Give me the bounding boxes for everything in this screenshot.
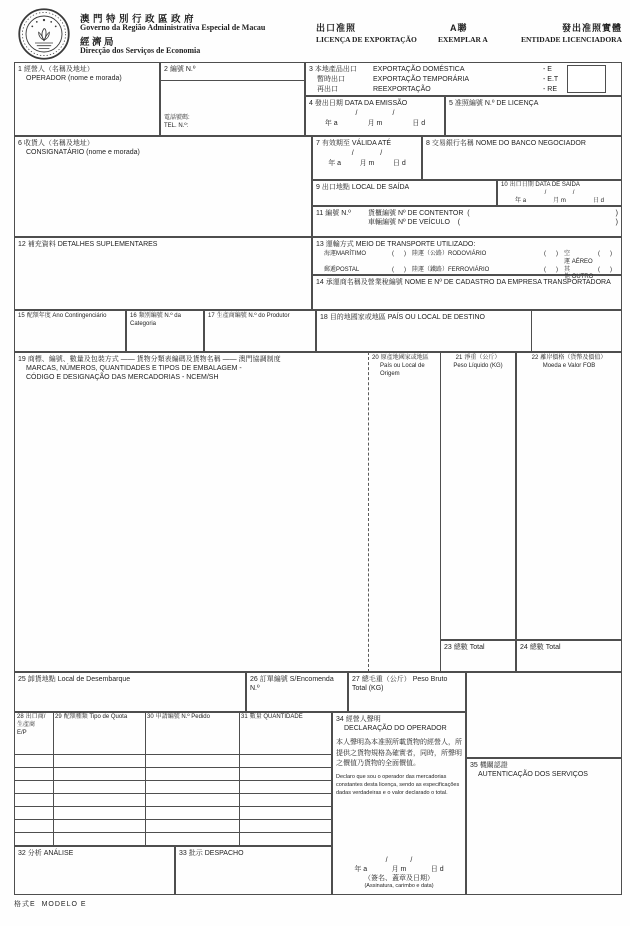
- field-29-number: 29: [55, 714, 62, 720]
- option-parens: ( ): [544, 266, 558, 273]
- field-25-label-pt: Local de Desembarque: [57, 676, 131, 683]
- field-11-label-pt: N.º: [341, 210, 351, 217]
- field-25-number: 25: [18, 676, 26, 683]
- date-month-label: 月 m: [391, 865, 407, 873]
- signature-label-cn: （簽名、蓋章及日期）: [364, 874, 434, 882]
- field-31-quantity: [239, 713, 331, 754]
- field-21-label-cn: 淨重（公斤）: [464, 355, 501, 361]
- field-3-row2-cn: 暫時出口: [317, 76, 345, 84]
- field-30-label-pt: N.º Pedido: [181, 714, 210, 720]
- field-16-number: 16: [130, 313, 137, 319]
- field-3-export-type: [305, 62, 622, 96]
- field-7-label-pt: VÁLIDA ATÉ: [351, 140, 392, 147]
- date-year-label: 年 a: [328, 160, 342, 168]
- field-6-consignee: [14, 136, 312, 237]
- field-1-label-cn: 經營人（名稱及地址）: [23, 66, 94, 73]
- field-10-label-cn: 出口日期: [509, 182, 534, 188]
- field-14-label-pt: NOME E Nº DE CADASTRO DA EMPRESA TRANSPORTADORA: [404, 279, 611, 286]
- transport-air-cn: 空運: [564, 251, 571, 265]
- field-16-label-pt: N.º da Categoria: [130, 313, 181, 327]
- form-model-cn: 格式E: [14, 901, 36, 908]
- field-28-label-cn: 出口商/生產商: [17, 714, 46, 728]
- copy-label-pt: EXEMPLAR A: [438, 35, 488, 44]
- field-28-label-pt: E/P: [17, 729, 27, 736]
- field-30-application-number: [145, 713, 239, 754]
- field-14-carrier: [312, 275, 622, 310]
- field-1-operator: [14, 62, 160, 136]
- field-3-row3-code: - RE: [543, 86, 557, 94]
- field-8-negotiating-bank: [422, 136, 622, 180]
- field-17-number: 17: [208, 313, 215, 319]
- field-4-number: 4: [309, 100, 313, 107]
- quota-table-row: [15, 807, 331, 820]
- signature-block: [337, 856, 461, 890]
- field-35-number: 35: [470, 762, 478, 769]
- field-31-label-pt: QUANTIDADE: [263, 714, 303, 720]
- date-slash: /: [392, 110, 395, 118]
- field-3-row2-code: - E.T: [543, 76, 559, 84]
- date-day-label: 日 d: [392, 160, 406, 168]
- field-35-label-cn: 機關認證: [479, 762, 508, 769]
- field-5-label-pt: N.º DE LICENÇA: [484, 100, 539, 107]
- field-6-number: 6: [18, 140, 22, 147]
- option-parens: ( ): [392, 266, 406, 273]
- field-29-label-cn: 配額種類: [63, 714, 88, 720]
- container-number-label-cn: 貨櫃編號: [368, 210, 396, 217]
- date-slash: /: [351, 150, 354, 158]
- field-12-number: 12: [18, 241, 26, 248]
- field-20-origin: [368, 352, 440, 672]
- field-8-label-cn: 交易銀行名稱: [431, 140, 474, 147]
- option-parens: ( ): [392, 251, 406, 258]
- open-paren: (: [467, 210, 470, 217]
- field-32-label-pt: ANÁLISE: [43, 850, 74, 857]
- field-27-label-pt: Peso Bruto Total (KG): [352, 676, 448, 693]
- date-slash: /: [572, 189, 575, 196]
- field-3-row3-cn: 再出口: [317, 86, 338, 94]
- field-9-number: 9: [316, 184, 320, 191]
- form-model-label: [14, 899, 87, 909]
- field-18-destination: [316, 310, 622, 352]
- field-17-producer-number: [204, 310, 316, 352]
- department-title-cn: 經濟局: [80, 37, 117, 48]
- field-20-label-pt: País ou Local de Origem: [380, 362, 425, 377]
- field-2-label-pt: N.º: [185, 66, 196, 73]
- field-29-quota-type: [53, 713, 145, 754]
- date-month-label: 月 m: [553, 197, 566, 204]
- field-14-number: 14: [316, 279, 324, 286]
- field-6-label-cn: 收貨人（名稱及地址）: [23, 140, 94, 147]
- field-17-label-cn: 生產商編號: [216, 313, 247, 319]
- telephone-label-pt: TEL. N.º:: [164, 123, 189, 130]
- government-title-pt: Governo da Região Administrativa Especial de Macau: [80, 23, 266, 32]
- field-28-number: 28: [17, 714, 24, 720]
- field-14-label-cn: 承運商名稱及營業稅編號: [325, 279, 403, 286]
- date-year-label: 年 a: [324, 120, 338, 128]
- field-33-label-pt: DESPACHO: [204, 850, 244, 857]
- field-34-label-cn: 經營人聲明: [345, 716, 381, 723]
- field-33-label-cn: 批示: [188, 850, 203, 857]
- field-22-label-cn: 離岸價格（貨幣及價值）: [540, 355, 607, 361]
- field-15-quota-year: [14, 310, 126, 352]
- transport-postal-pt: POSTAL: [336, 266, 360, 273]
- field-20-number: 20: [372, 355, 379, 361]
- field-34-operator-declaration: [332, 712, 466, 895]
- option-parens: ( ): [598, 266, 612, 273]
- field-17-label-pt: N.º do Produtor: [248, 313, 290, 319]
- field-7-number: 7: [316, 140, 320, 147]
- field-31-number: 31: [241, 714, 248, 720]
- date-day-label: 日 d: [592, 197, 604, 204]
- field-9-exit-point: [312, 180, 497, 206]
- field-10-number: 10: [501, 182, 508, 188]
- form-model-pt: MODELO E: [41, 901, 87, 908]
- field-11-number: 11: [316, 210, 324, 217]
- field-26-label-pt: S/Encomenda N.º: [250, 676, 334, 693]
- field-19-label-pt1: MARCAS, NÚMEROS, QUANTIDADES E TIPOS DE EMBALAGEM -: [26, 365, 242, 373]
- field-3-row1-cn: 本地產品出口: [314, 66, 357, 73]
- declaration-text-cn: 本人聲明為本准照所載貨物的經營人，所提供之貨物規格為確實者，同時，所聲明之價值乃貨物的全面價值。: [336, 739, 462, 768]
- field-33-number: 33: [179, 850, 187, 857]
- close-paren: ): [615, 219, 618, 227]
- field-27-gross-weight: [348, 672, 466, 712]
- field-18-label-cn: 目的地國家或地區: [329, 314, 386, 321]
- field-32-label-cn: 分析: [27, 850, 42, 857]
- copy-label-cn: A聯: [450, 23, 468, 33]
- field-11-container-vehicle: [312, 206, 622, 237]
- field-8-label-pt: NOME DO BANCO NEGOCIADOR: [475, 140, 586, 147]
- field-7-label-cn: 有效期至: [321, 140, 350, 147]
- field-3-row2-pt: EXPORTAÇÃO TEMPORÁRIA: [373, 76, 470, 84]
- vehicle-number-label-cn: 車輛編號: [368, 219, 396, 227]
- field-1-number: 1: [18, 66, 22, 73]
- reserved-empty-box: [466, 672, 622, 758]
- signature-label-pt: (Assinatura, carimbo e data): [364, 882, 434, 889]
- field-27-label-cn: 總毛重（公斤）: [361, 676, 411, 683]
- quota-table-column-line: [239, 713, 240, 845]
- field-15-number: 15: [18, 313, 25, 319]
- field-13-label-pt: MEIO DE TRANSPORTE UTILIZADO:: [355, 241, 476, 248]
- field-18-number: 18: [320, 314, 328, 321]
- field-28-exporter-producer: [15, 713, 53, 754]
- government-title-cn: 澳門特別行政區政府: [80, 14, 198, 25]
- field-19-number: 19: [18, 356, 26, 363]
- department-title-pt: Direcção dos Serviços de Economia: [80, 46, 201, 55]
- field-15-label-cn: 配額年度: [26, 313, 51, 319]
- field-16-label-cn: 類別編號: [138, 313, 163, 319]
- option-parens: ( ): [598, 251, 612, 258]
- transport-maritime-cn: 海運: [324, 251, 337, 258]
- field-24-label-pt: Total: [545, 644, 561, 651]
- field-19-label-pt2: CÓDIGO E DESIGNAÇÃO DAS MERCADORIAS - NCEM/SH: [26, 374, 219, 382]
- field-21-label-pt: Peso Líquido (KG): [453, 362, 503, 369]
- date-slash: /: [410, 856, 413, 864]
- quota-table-column-line: [53, 713, 54, 845]
- field-32-analysis: [14, 846, 175, 895]
- field-30-number: 30: [147, 714, 154, 720]
- quota-table-row: [15, 794, 331, 807]
- field-35-label-pt: AUTENTICAÇÃO DOS SERVIÇOS: [478, 771, 588, 779]
- field-23-label-pt: Total: [469, 644, 485, 651]
- entity-label-pt: ENTIDADE LICENCIADORA: [520, 35, 622, 44]
- date-slash: /: [544, 189, 547, 196]
- document-title-pt: LICENÇA DE EXPORTAÇÃO: [316, 35, 417, 44]
- field-21-net-weight: [440, 352, 516, 640]
- field-12-label-cn: 補充資料: [27, 241, 56, 248]
- date-year-label: 年 a: [515, 197, 527, 204]
- transport-other-cn: 其他: [564, 266, 571, 281]
- date-month-label: 月 m: [367, 120, 383, 128]
- transport-postal-cn: 郵遞: [324, 266, 337, 273]
- field-9-label-pt: LOCAL DE SAÍDA: [351, 184, 410, 191]
- macau-emblem-icon: [17, 7, 71, 61]
- field-3-row1-pt: EXPORTAÇÃO DOMÉSTICA: [373, 66, 465, 73]
- entity-label-cn: 發出准照實體: [561, 23, 622, 33]
- container-number-label-pt: Nº DE CONTENTOR: [397, 210, 464, 217]
- transport-rail-cn: 陸運（鐵路）: [412, 266, 449, 273]
- field-4-label-pt: DATA DA EMISSÃO: [344, 100, 408, 107]
- transport-other-pt: OUTRO: [571, 274, 594, 281]
- field-24-label-cn: 總數: [529, 644, 544, 651]
- field-13-transport-mode: [312, 237, 622, 281]
- field-34-number: 34: [336, 716, 344, 723]
- field-9-label-cn: 出口地點: [321, 184, 350, 191]
- quota-table-column-line: [145, 713, 146, 845]
- field-25-discharge-place: [14, 672, 246, 712]
- telephone-label-cn: 電話號碼:: [164, 115, 190, 122]
- field-15-label-pt: Ano Contingenciário: [52, 313, 107, 319]
- date-slash: /: [385, 856, 388, 864]
- date-day-label: 日 d: [430, 865, 444, 873]
- field-23-total: [440, 640, 516, 672]
- option-parens: ( ): [544, 251, 558, 258]
- transport-rail-pt: FERROVIÁRIO: [448, 266, 490, 273]
- field-32-number: 32: [18, 850, 26, 857]
- field-26-label-cn: 訂單編號: [259, 676, 288, 683]
- date-slash: /: [355, 110, 358, 118]
- field-4-issue-date: [305, 96, 445, 136]
- field-25-label-cn: 卸貨地點: [27, 676, 56, 683]
- open-paren: (: [457, 219, 461, 227]
- field-35-services-authentication: [466, 758, 622, 895]
- field-30-label-cn: 申請編號: [155, 714, 180, 720]
- field-16-category-number: [126, 310, 204, 352]
- field-20-label-cn: 原產地國家或地區: [380, 355, 429, 361]
- field-12-label-pt: DETALHES SUPLEMENTARES: [57, 241, 158, 248]
- field-5-licence-number: [445, 96, 622, 136]
- field-26-number: 26: [250, 676, 258, 683]
- quota-table-row: [15, 768, 331, 781]
- export-type-checkbox: [567, 65, 606, 93]
- field-7-valid-until: [312, 136, 422, 180]
- transport-road-pt: RODOVIÁRIO: [448, 251, 487, 258]
- vehicle-number-label-pt: Nº DE VEÍCULO: [397, 219, 450, 227]
- field-13-label-cn: 運輸方式: [325, 241, 354, 248]
- field-26-order-number: [246, 672, 348, 712]
- date-day-label: 日 d: [412, 120, 426, 128]
- field-29-label-pt: Tipo de Quota: [89, 714, 128, 720]
- field-21-number: 21: [455, 355, 463, 361]
- field-8-number: 8: [426, 140, 430, 147]
- field-33-despatch: [175, 846, 332, 895]
- field-2-label-cn: 編號: [169, 66, 184, 73]
- field-10-label-pt: DATA DE SAÍDA: [535, 182, 580, 188]
- field-23-label-cn: 總數: [453, 644, 468, 651]
- field-1-label-pt: OPERADOR (nome e morada): [26, 75, 122, 83]
- close-paren: ): [615, 210, 618, 217]
- field-23-number: 23: [444, 644, 452, 651]
- field-24-number: 24: [520, 644, 528, 651]
- field-22-label-pt: Moeda e Valor FOB: [542, 362, 596, 369]
- field-34-label-pt: DECLARAÇÃO DO OPERADOR: [344, 725, 447, 733]
- field-3-row3-pt: REEXPORTAÇÃO: [373, 86, 431, 94]
- quota-table: [14, 712, 332, 846]
- field-22-number: 22: [531, 355, 539, 361]
- quota-table-row: [15, 755, 331, 768]
- field-12-supplementary-details: [14, 237, 312, 310]
- field-2-number-label: 2: [164, 66, 168, 73]
- field-18-divider: [531, 311, 532, 351]
- field-6-label-pt: CONSIGNATÁRIO (nome e morada): [26, 149, 140, 157]
- field-24-total: [516, 640, 622, 672]
- field-19-label-cn: 商標、編號、數量及包裝方式 —— 貨物分類表編碼及貨物名稱 —— 澳門協調制度: [27, 356, 281, 363]
- quota-table-row: [15, 820, 331, 833]
- field-19-goods-description: [14, 352, 368, 672]
- field-4-label-cn: 發出日期: [314, 100, 343, 107]
- transport-road-cn: 陸運（公路）: [412, 251, 449, 258]
- date-month-label: 月 m: [359, 160, 375, 168]
- quota-table-row: [15, 833, 331, 846]
- document-title-cn: 出口准照: [316, 23, 357, 33]
- quota-table-row: [15, 781, 331, 794]
- field-13-number: 13: [316, 241, 324, 248]
- field-27-number: 27: [352, 676, 360, 683]
- field-5-label-cn: 准照編號: [454, 100, 483, 107]
- telephone-block: [160, 81, 305, 136]
- date-slash: /: [380, 150, 383, 158]
- field-2-number: [160, 62, 305, 81]
- transport-air-pt: AÉREO: [571, 258, 593, 265]
- field-11-label-cn: 編號: [325, 210, 340, 217]
- field-3-number: 3: [309, 66, 313, 73]
- field-18-label-pt: PAÍS OU LOCAL DE DESTINO: [387, 314, 485, 321]
- field-22-fob-value: [516, 352, 622, 640]
- field-31-label-cn: 數量: [249, 714, 262, 720]
- field-3-row1-code: - E: [543, 66, 552, 73]
- date-year-label: 年 a: [354, 865, 368, 873]
- field-10-exit-date: [497, 180, 622, 206]
- declaration-text-pt: Declaro que sou o operador das mercadorias constantes desta licença, sendo as especificações dadas verdadeiras e o valor declarado o total.: [336, 773, 460, 796]
- field-5-number: 5: [449, 100, 453, 107]
- transport-maritime-pt: MARÍTIMO: [336, 251, 367, 258]
